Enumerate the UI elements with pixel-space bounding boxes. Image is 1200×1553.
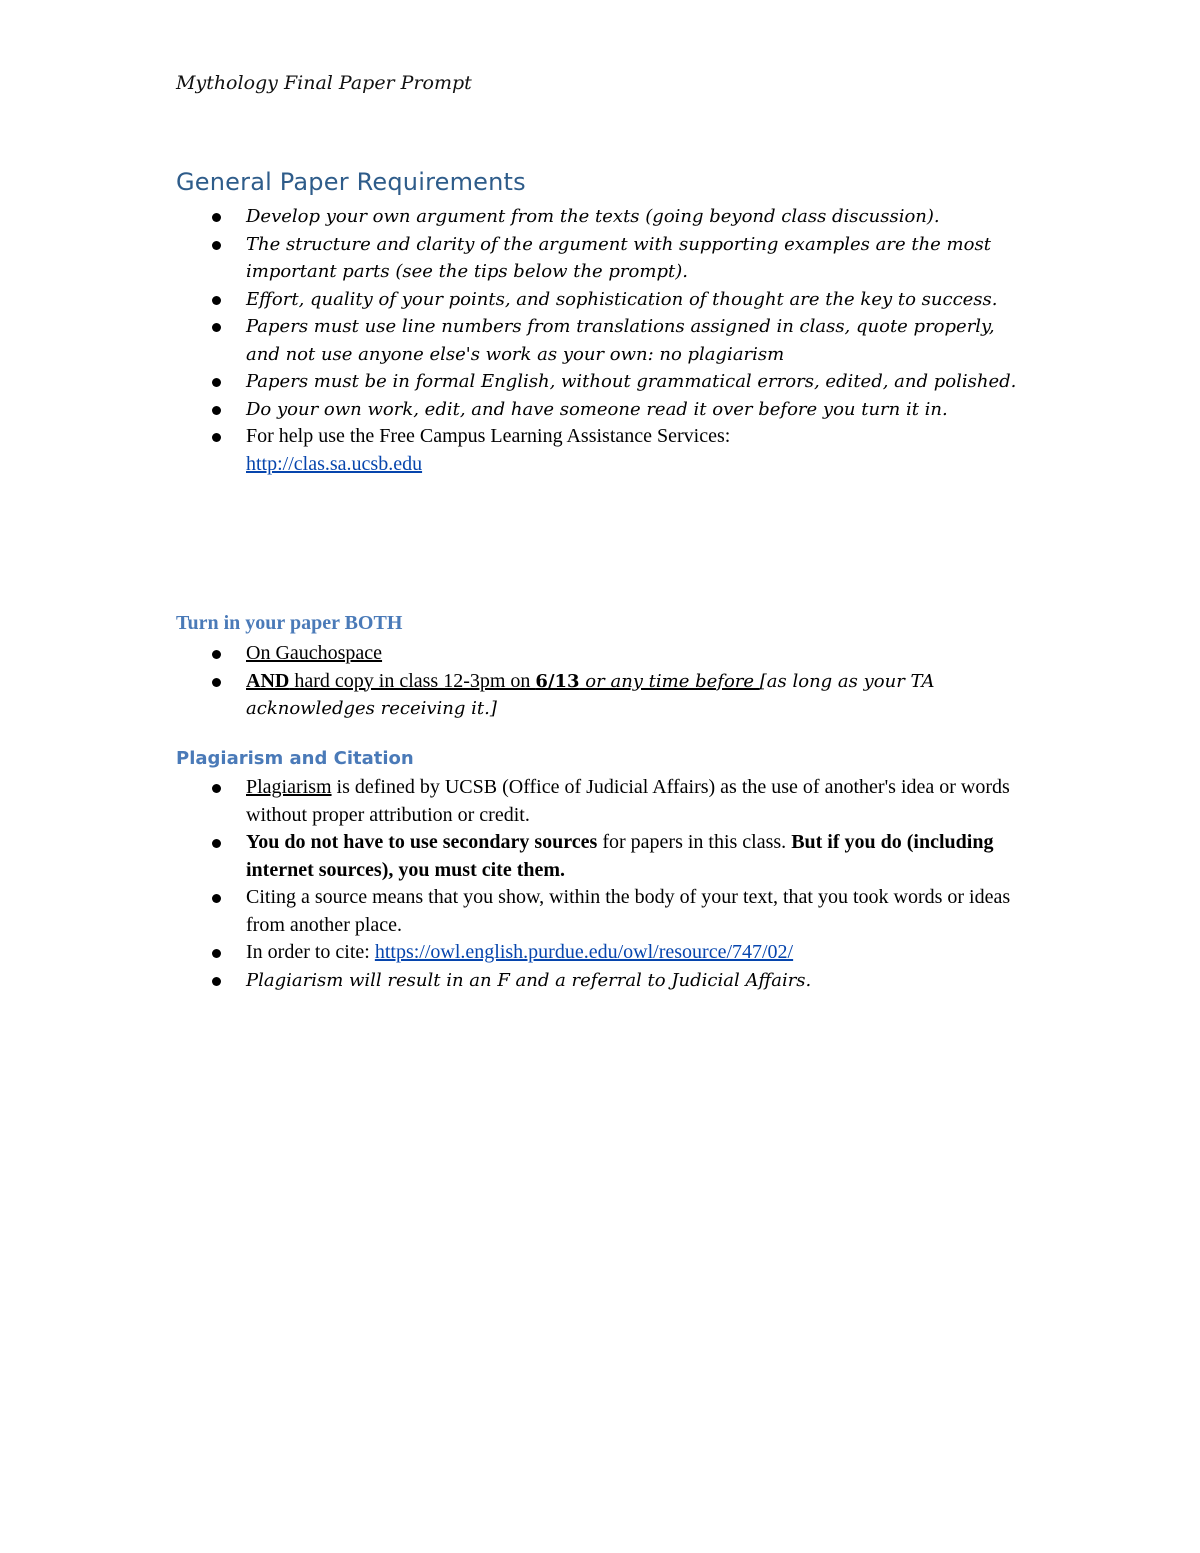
list-item: The structure and clarity of the argument with supporting examples are the most important parts (see the tips below the prompt).	[0, 231, 1026, 286]
plagiarism-heading: Plagiarism and Citation	[176, 748, 414, 769]
bullet-icon	[212, 678, 221, 687]
bullet-icon	[212, 977, 221, 986]
list-item: In order to cite: https://owl.english.purdue.edu/owl/resource/747/02/	[0, 939, 1026, 967]
owl-purdue-link[interactable]: https://owl.english.purdue.edu/owl/resource/747/02/	[374, 941, 794, 963]
turn-in-list	[0, 640, 1026, 723]
list-item: Papers must use line numbers from translations assigned in class, quote properly, and not use anyone else's work as your own: no plagiarism	[0, 313, 1026, 368]
list-item: On Gauchospace	[0, 640, 1026, 668]
bullet-icon	[212, 784, 221, 793]
list-item: Citing a source means that you show, within the body of your text, that you took words or ideas from another place.	[0, 884, 1026, 939]
list-item: Plagiarism will result in an F and a referral to Judicial Affairs.	[0, 967, 1026, 995]
list-item: AND hard copy in class 12-3pm on 6/13 or any time before [as long as your TA acknowledges receiving it.]	[0, 668, 1026, 723]
list-item: You do not have to use secondary sources for papers in this class. But if you do (including internet sources), you must cite them.	[0, 829, 1026, 884]
bullet-icon	[212, 894, 221, 903]
bullet-icon	[212, 839, 221, 848]
list-item: For help use the Free Campus Learning Assistance Services: http://clas.sa.ucsb.edu	[0, 423, 1026, 478]
list-item: Plagiarism is defined by UCSB (Office of Judicial Affairs) as the use of another's idea or words without proper attribution or credit.	[0, 774, 1026, 829]
list-item: Papers must be in formal English, without grammatical errors, edited, and polished.	[0, 368, 1026, 396]
bullet-icon	[212, 296, 221, 305]
bullet-icon	[212, 378, 221, 387]
list-item: Effort, quality of your points, and sophistication of thought are the key to success.	[0, 286, 1026, 314]
bullet-icon	[212, 241, 221, 250]
bullet-icon	[212, 650, 221, 659]
bullet-icon	[212, 323, 221, 332]
general-requirements-heading: General Paper Requirements	[176, 168, 526, 196]
general-requirements-list	[0, 203, 1026, 478]
bullet-icon	[212, 406, 221, 415]
page-header: Mythology Final Paper Prompt	[176, 72, 472, 94]
list-item: Do your own work, edit, and have someone read it over before you turn it in.	[0, 396, 1026, 424]
bullet-icon	[212, 433, 221, 442]
list-item: Develop your own argument from the texts (going beyond class discussion).	[0, 203, 1026, 231]
bullet-icon	[212, 949, 221, 958]
plagiarism-list	[0, 774, 1026, 994]
bullet-icon	[212, 213, 221, 222]
clas-link[interactable]: http://clas.sa.ucsb.edu	[246, 452, 423, 475]
turn-in-heading: Turn in your paper BOTH	[176, 612, 403, 634]
